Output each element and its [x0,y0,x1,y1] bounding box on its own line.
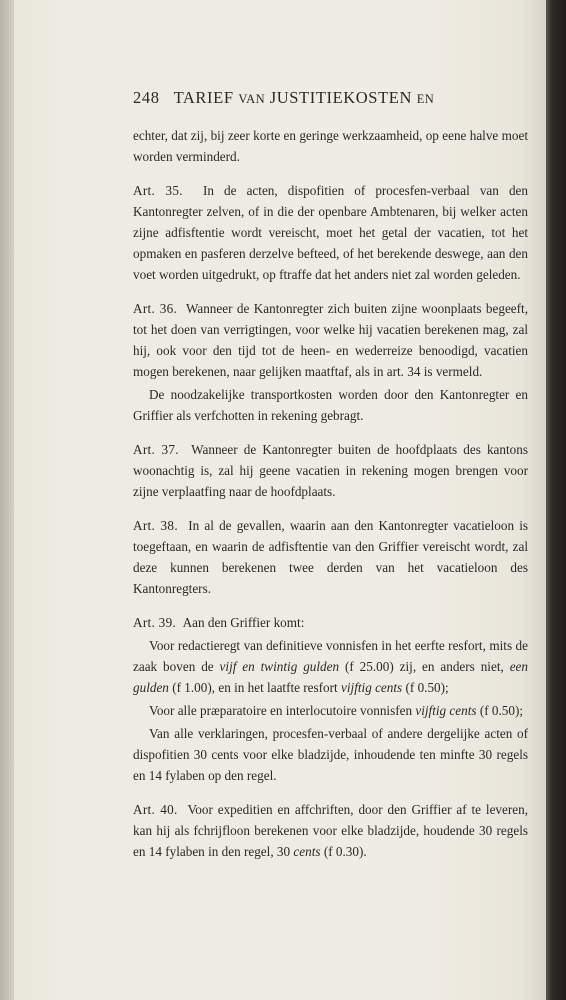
item-italic-amount: vijftig cents [341,680,403,695]
article-40 [133,799,528,862]
header-title-van: VAN [238,92,265,106]
article-39-label: Art. 39. [133,615,177,630]
article-39-item-declarations: Van alle verklaringen, procesfen-verbaal of andere dergelijke acten of dispofitien 30 cents voor elke bladzijde, inhoudende ten minfte 30 regels en 14 fylaben op den regel. [133,726,528,783]
article-40-text-end: (f 0.30). [323,844,367,859]
item-text: (f 0.50); [405,680,449,695]
article-37-label: Art. 37. [133,442,179,457]
article-38 [133,515,528,599]
article-37-text: Wanneer de Kantonregter buiten de hoofdplaats des kantons woonachtig is, zal hij geene vacatien in rekening mogen brengen voor zijne verplaatfing naar de hoofdplaats. [133,442,528,499]
article-35-text: In de acten, dispofitien of procesfen-verbaal van den Kantonregter zelven, of in die der openbare Ambtenaren, bij welker acten zijne adfisftentie wordt vereischt, moet het getal der vacatien, tot het opmaken en pasferen derzelve befteed, of het berekende deswege, aan den voet worden uitgedrukt, op ftraffe dat het anders niet zal worden geleden. [133,183,528,282]
page-number: 248 [133,88,160,107]
article-40-text: Voor expeditien en affchriften, door den Griffier af te leveren, kan hij als fchrijfloon berekenen voor elke bladzijde, houdende 30 regels en 14 fylaben in den regel, 30 [133,802,528,859]
article-39-item-definitive [133,635,528,698]
item-text: (f 0.50); [479,703,524,718]
article-38-text: In al de gevallen, waarin aan den Kantonregter vacatieloon is toegeftaan, en waarin de adfisftentie van den Griffier vereischt wordt, zal deze kunnen berekenen twee derden van het vacatieloon des Kantonregters. [133,518,529,596]
article-39-item-preparatory [133,700,528,721]
article-35-label: Art. 35. [133,183,183,198]
item-italic-amount: vijftig cents [415,703,477,718]
article-36 [133,298,528,382]
article-40-label: Art. 40. [133,802,178,817]
page-text-block [133,87,528,875]
item-text: (f 25.00) zij, en anders niet, [345,659,504,674]
item-italic-amount: cents [293,844,321,859]
item-text: Voor alle præparatoire en interlocutoire vonnisfen [149,703,413,718]
item-text: Voor redactieregt van definitieve vonnisfen in het eerfte resfort, mits de zaak boven de [133,638,528,674]
item-italic-amount: een gulden [133,659,528,695]
item-text: (f 1.00), en in het laatfte resfort [172,680,338,695]
header-title-tarief: TARIEF [173,88,234,107]
header-title-justitiekosten: JUSTITIEKOSTEN [269,88,412,107]
book-edge-shadow [546,0,566,1000]
article-39-text: Aan den Griffier komt: [182,615,305,630]
article-37 [133,439,528,502]
paragraph-continuation: echter, dat zij, bij zeer korte en geringe werkzaamheid, op eene halve moet worden verminderd. [133,128,528,164]
page-binding-shadow [0,0,14,1000]
item-italic-amount: vijf en twintig gulden [219,659,340,674]
article-39 [133,612,528,633]
article-38-label: Art. 38. [133,518,178,533]
header-title-en: EN [416,92,435,106]
running-header [133,87,528,110]
article-36-label: Art. 36. [133,301,178,316]
article-36-text: Wanneer de Kantonregter zich buiten zijne woonplaats begeeft, tot het doen van verrigtingen, voor welke hij vacatien berekenen mag, zal hij, ook voor den tijd tot de heen- en wederreize benoodigd, vacatien mogen berekenen, naar gelijken maatftaf, als in art. 34 is vermeld. [133,301,529,379]
article-35 [133,180,528,285]
article-36-second-paragraph: De noodzakelijke transportkosten worden door den Kantonregter en Griffier als verfchotten in rekening gebragt. [133,387,528,423]
